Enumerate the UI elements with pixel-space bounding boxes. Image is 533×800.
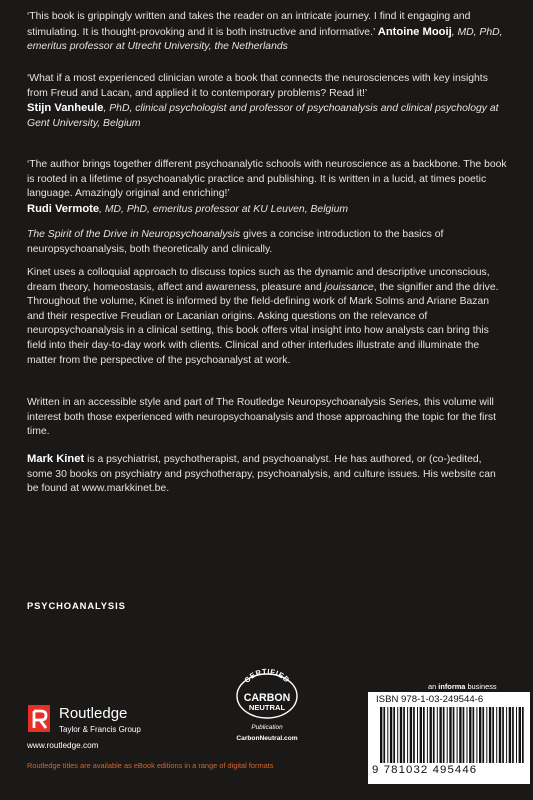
barcode-bar <box>519 707 521 763</box>
publisher-url[interactable]: www.routledge.com <box>27 741 99 750</box>
barcode-bar <box>489 707 491 763</box>
barcode-bar <box>482 707 484 763</box>
ebook-note: Routledge titles are available as eBook editions in a range of digital formats <box>27 761 274 770</box>
blurb-quote: ‘The author brings together different psychoanalytic schools with neuroscience as a backbone. The book is rooted in a lifetime of psychoanalytic practice and publishing. It is written in a lucid, at times poetic language. Amazingly original and enriching!’ <box>27 159 507 200</box>
barcode-bar <box>410 707 412 763</box>
routledge-logo <box>27 703 177 743</box>
blurb-author-credentials: , MD, PhD, emeritus professor at KU Leuven, Belgium <box>99 203 349 215</box>
description-emphasis: jouissance <box>324 281 374 293</box>
carbon-neutral-logo <box>228 668 308 758</box>
svg-text:CERTIFIED <box>242 668 291 685</box>
barcode-bar <box>433 707 435 763</box>
barcode-bar <box>516 707 517 763</box>
barcode-bar <box>467 707 468 763</box>
barcode-bar <box>496 707 497 763</box>
barcode-bar <box>400 707 402 763</box>
barcode-bar <box>522 707 524 763</box>
barcode-bar <box>509 707 511 763</box>
barcode-bar <box>417 707 418 763</box>
barcode-bar <box>380 707 382 763</box>
barcode-bar <box>397 707 398 763</box>
description-body-b: , the signifier and the drive. Throughout the volume, Kinet is informed by the field-defining work of Mark Solms and Ariane Bazan and their respective Freudian or Lacanian origins. Asking questions on the relevance of neuropsychoanalysis in a clinical setting, this book offers vital insight into how analysts can bring this field into their day-to-day work with clients. Clinical and other interludes illustrate and illuminate the matter from the perspective of the psychoanalyst at work. <box>27 281 499 366</box>
barcode-bar <box>407 707 408 763</box>
barcode-bar <box>447 707 448 763</box>
subject-category: PSYCHOANALYSIS <box>27 600 126 611</box>
barcode-bar <box>403 707 405 763</box>
author-bio-text: is a psychiatrist, psychotherapist, and psychoanalyst. He has authored, or (co-)edited, some 30 books on psychiatry and psychotherapy, psychoanalysis, and culture issues. His website can be found at www.markkinet.be. <box>27 454 496 495</box>
barcode-bar <box>506 707 507 763</box>
barcode-bar <box>453 707 455 763</box>
author-bio <box>27 452 507 497</box>
blurb-author-name: Antoine Mooij <box>377 25 452 38</box>
barcode-bar <box>486 707 487 763</box>
barcode-bar <box>479 707 481 763</box>
informa-brand: informa <box>438 682 466 691</box>
barcode-bars <box>380 707 526 763</box>
barcode-bar <box>463 707 465 763</box>
routledge-r-icon <box>27 703 53 735</box>
blurb-author-credentials: , PhD, clinical psychologist and professor of psychoanalysis and clinical psychology at Gent University, Belgium <box>27 103 499 129</box>
barcode-bar <box>502 707 504 763</box>
barcode-bar <box>387 707 388 763</box>
barcode-bar <box>430 707 432 763</box>
informa-tagline <box>428 682 497 691</box>
barcode-bar <box>469 707 471 763</box>
blurb-author-name: Stijn Vanheule <box>27 102 104 115</box>
barcode-bar <box>437 707 438 763</box>
informa-suffix: business <box>465 682 497 691</box>
barcode-bar <box>420 707 422 763</box>
barcode-bar <box>439 707 441 763</box>
description-body-a: Kinet uses a colloquial approach to discuss topics such as the dynamic and descriptive unconscious, dream theory, homeostasis, affect and awareness, pleasure and <box>27 267 490 293</box>
barcode-bar <box>393 707 395 763</box>
isbn-label: ISBN 978-1-03-249544-6 <box>376 694 484 705</box>
barcode-bar <box>390 707 392 763</box>
barcode-digits: 9 781032 495446 <box>372 764 478 776</box>
barcode-bar <box>499 707 501 763</box>
carbon-publication: Publication <box>251 724 283 731</box>
publisher-group: Taylor & Francis Group <box>59 725 141 734</box>
blurb-mooij <box>27 10 507 55</box>
barcode-bar <box>383 707 385 763</box>
barcode-bar <box>512 707 514 763</box>
description-series: Written in an accessible style and part of The Routledge Neuropsychoanalysis Series, this volume will interest both those experienced with neuropsychoanalysis and those approaching the topic for the first time. <box>27 397 497 438</box>
barcode-bar <box>457 707 458 763</box>
blurb-quote: ‘This book is grippingly written and takes the reader on an intricate journey. I find it engaging and stimulating. It is thought-provoking and it is both instructive and informative.’ <box>27 11 471 38</box>
carbon-neutral: NEUTRAL <box>248 703 286 712</box>
publisher-name: Routledge <box>59 705 128 722</box>
barcode-bar <box>473 707 475 763</box>
description-body <box>27 266 507 368</box>
barcode-bar <box>476 707 477 763</box>
blurb-author-credentials: , MD, PhD, emeritus professor at Utrecht University, the Netherlands <box>27 26 503 53</box>
barcode-bar <box>492 707 494 763</box>
barcode-bar <box>413 707 415 763</box>
blurb-quote: ‘What if a most experienced clinician wrote a book that connects the neurosciences with key insights from Freud and Lacan, and applied it to contemporary problems? Read it!’ <box>27 73 488 99</box>
description-intro-text: gives a concise introduction to the basics of neuropsychoanalysis, both theoretically and clinically. <box>27 229 444 255</box>
barcode-bar <box>423 707 425 763</box>
barcode-bar <box>449 707 451 763</box>
isbn-barcode <box>368 692 530 784</box>
blurb-vanheule <box>27 72 507 131</box>
informa-prefix: an <box>428 682 439 691</box>
barcode-bar <box>443 707 445 763</box>
barcode-bar <box>459 707 461 763</box>
book-title: The Spirit of the Drive in Neuropsychoanalysis <box>27 229 241 240</box>
carbon-carbon: CARBON <box>243 692 291 704</box>
description-intro <box>27 228 507 257</box>
carbon-neutral-seal-icon <box>234 668 300 720</box>
barcode-bar <box>427 707 428 763</box>
author-name: Mark Kinet <box>27 453 85 465</box>
blurb-vermote <box>27 158 507 217</box>
carbon-url[interactable]: CarbonNeutral.com <box>236 735 298 742</box>
carbon-certified: CERTIFIED <box>242 668 292 685</box>
blurb-author-name: Rudi Vermote <box>27 202 100 215</box>
